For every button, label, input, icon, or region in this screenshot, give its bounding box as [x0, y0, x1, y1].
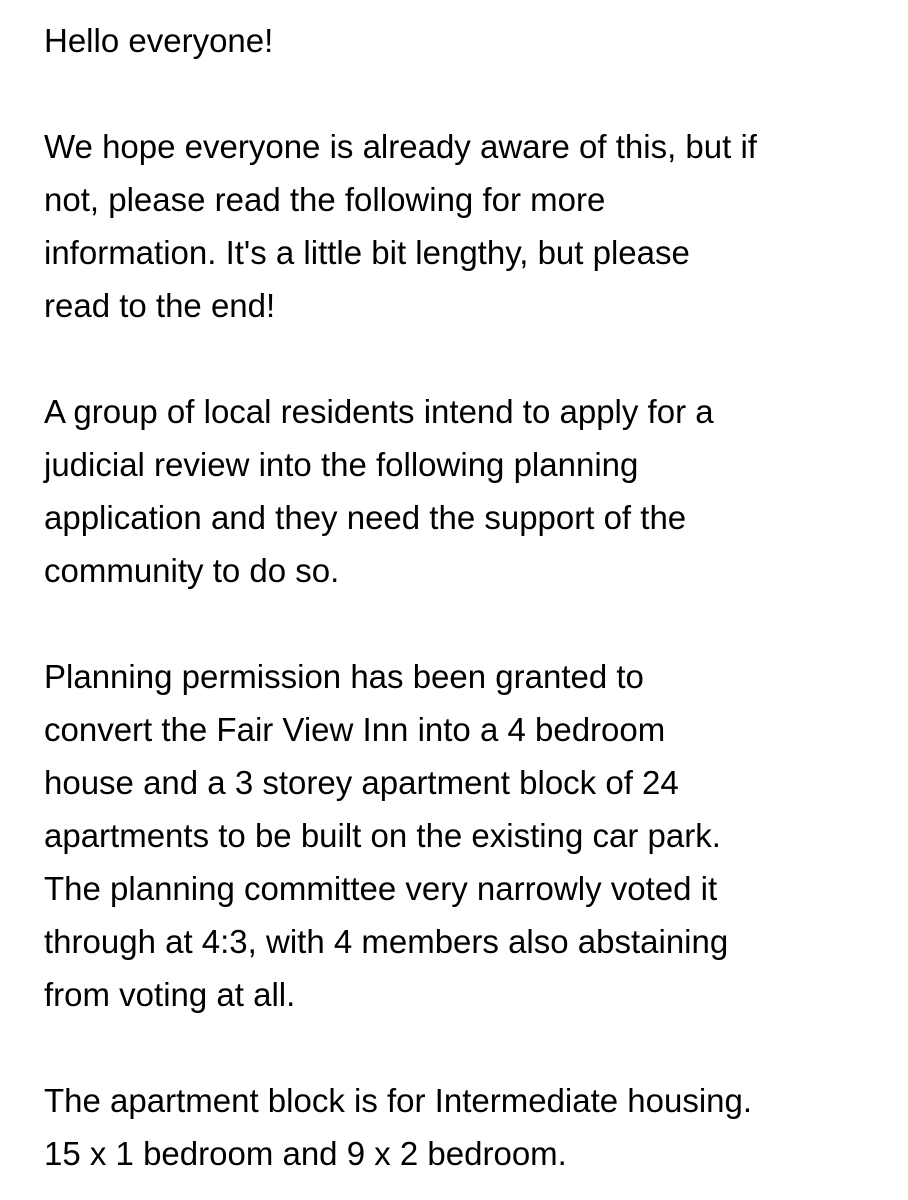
intro-paragraph: We hope everyone is already aware of this, but if not, please read the following for more information. It's a little bit lengthy, but please read to the end! — [44, 128, 757, 324]
apartment-block-paragraph: The apartment block is for Intermediate housing. 15 x 1 bedroom and 9 x 2 bedroom. — [44, 1082, 753, 1172]
planning-permission-paragraph: Planning permission has been granted to convert the Fair View Inn into a 4 bedroom house and a 3 storey apartment block of 24 apartments to be built on the existing car park. The planning committee very narrowly voted it through at 4:3, with 4 members also abstaining from voting at all. — [44, 658, 729, 1013]
judicial-review-paragraph: A group of local residents intend to apply for a judicial review into the following planning application and they need the support of the community to do so. — [44, 393, 714, 589]
greeting-paragraph: Hello everyone! — [44, 22, 274, 59]
